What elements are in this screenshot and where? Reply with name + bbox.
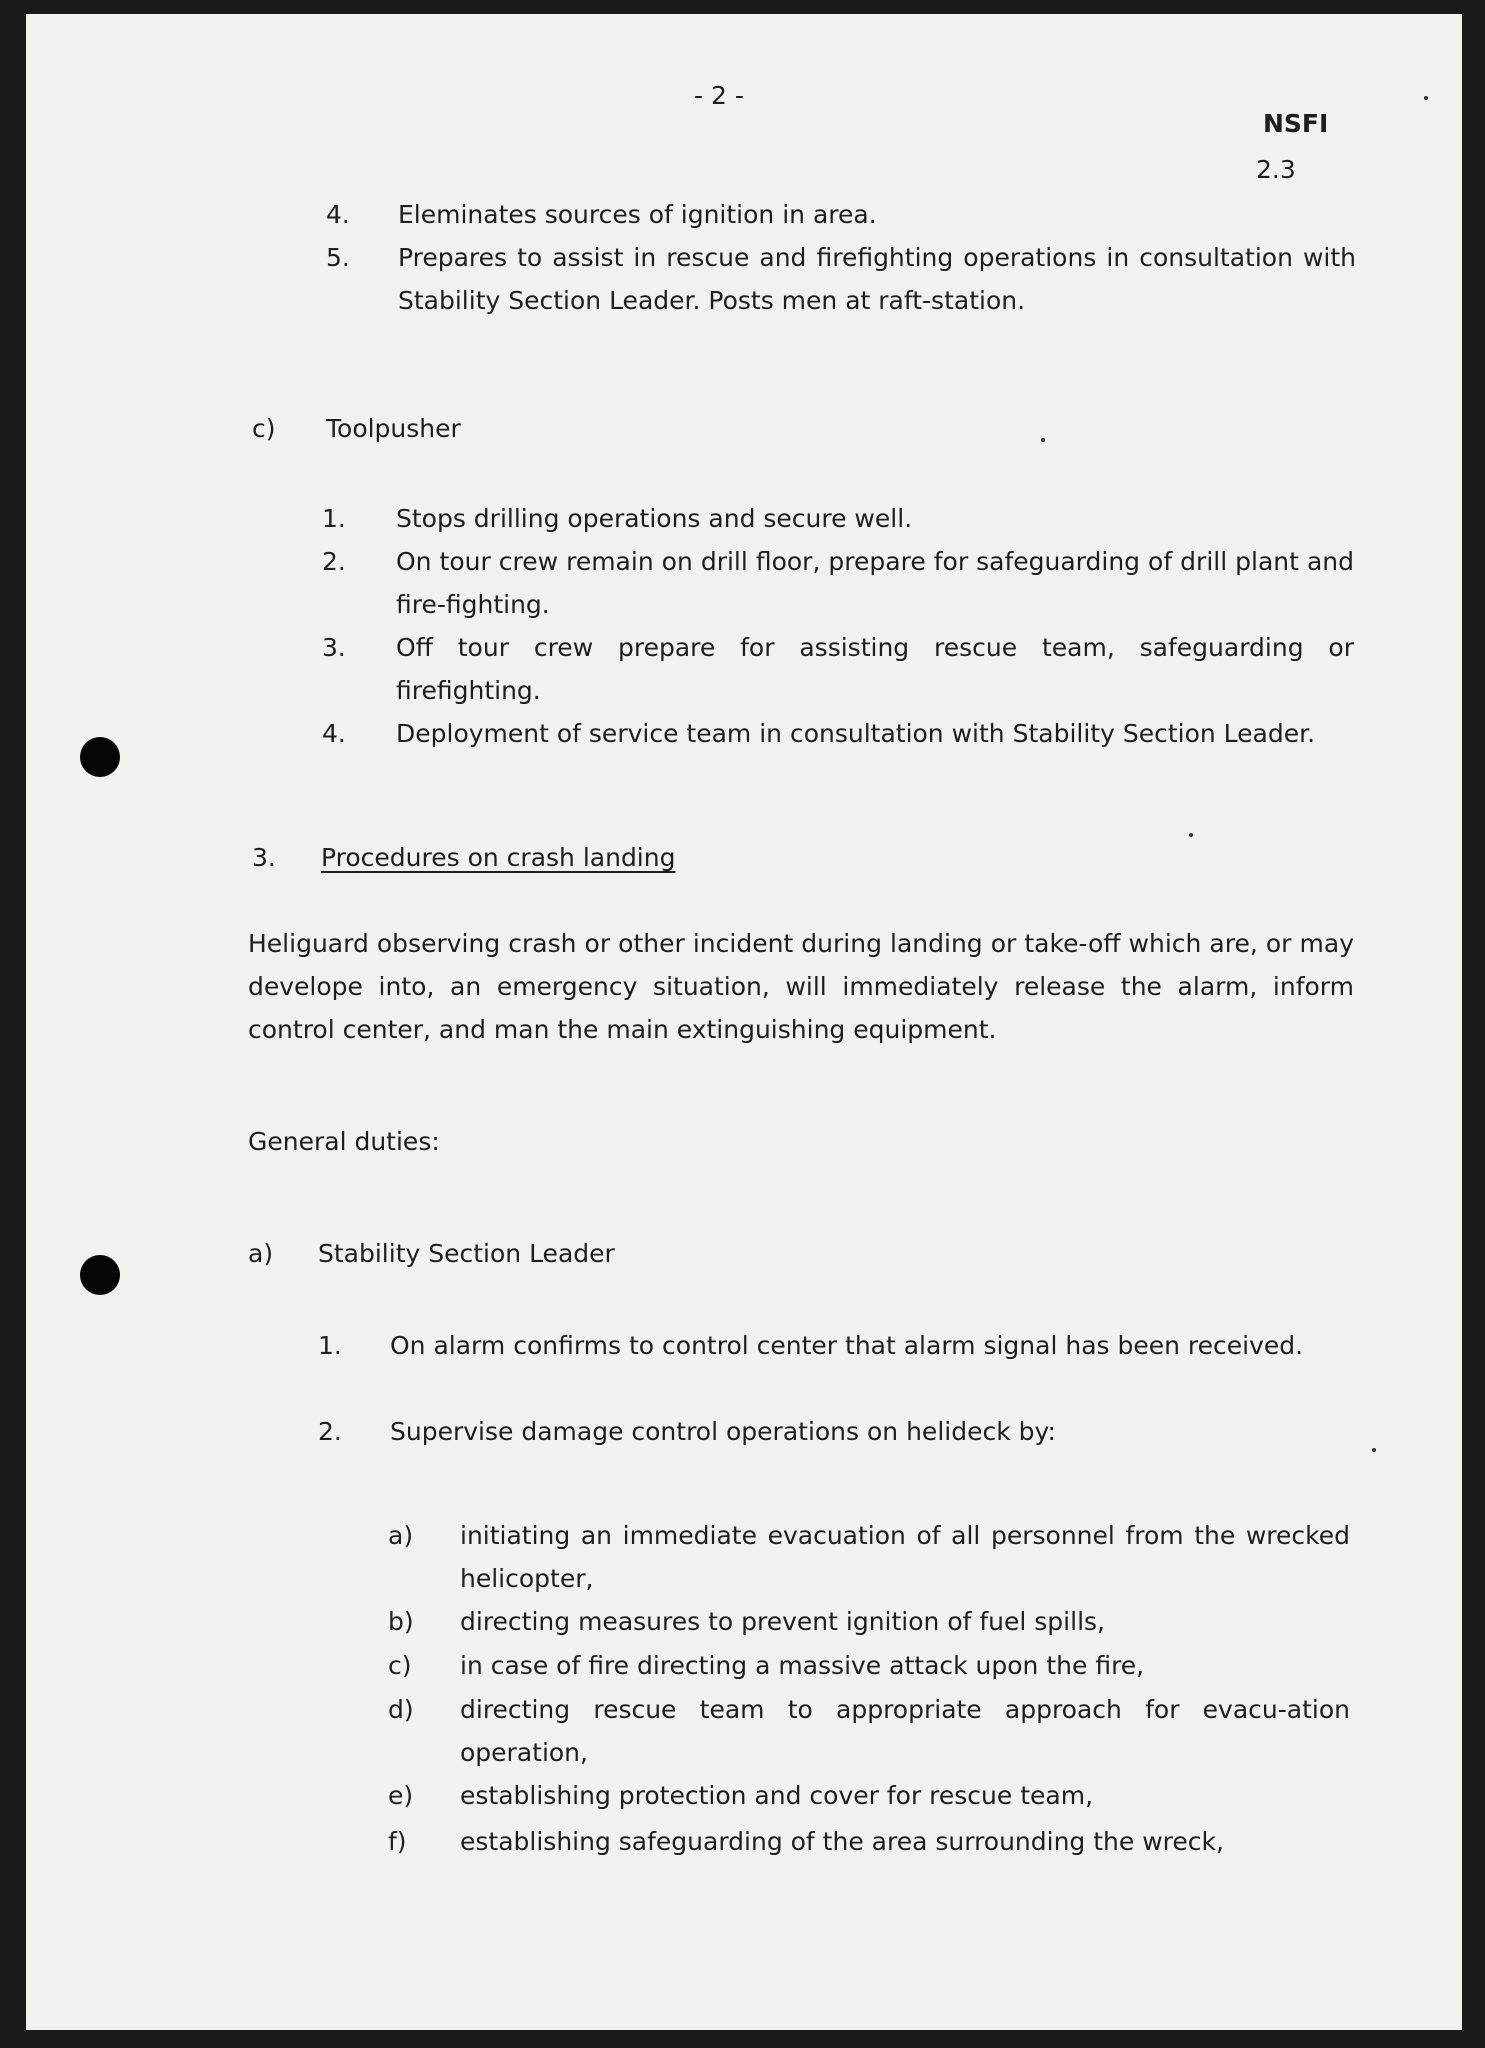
sublist-item-text: directing rescue team to appropriate approach for evacu-ation operation, — [460, 1695, 1350, 1767]
sublist-item-text: directing measures to prevent ignition of fuel spills, — [460, 1607, 1105, 1636]
list-item-text: Supervise damage control operations on helideck by: — [390, 1417, 1056, 1446]
sublist-letter: c) — [388, 1651, 412, 1680]
list-number: 4. — [326, 200, 350, 229]
document-code: NSFI — [1263, 109, 1329, 138]
list-item-text: Deployment of service team in consultation with Stability Section Leader. — [396, 719, 1316, 748]
sublist-letter: e) — [388, 1781, 414, 1810]
section-label: c) — [252, 414, 276, 443]
list-item-text: On alarm confirms to control center that alarm signal has been received. — [390, 1331, 1304, 1360]
scan-speck — [1041, 438, 1045, 442]
section-number: 2.3 — [1256, 155, 1296, 184]
list-item-text: Off tour crew prepare for assisting rescue team, safeguarding or firefighting. — [396, 633, 1354, 705]
list-number: 3. — [322, 633, 346, 662]
sublist-item-text: in case of fire directing a massive attack upon the fire, — [460, 1651, 1145, 1680]
section-title: Procedures on crash landing — [321, 843, 676, 872]
list-number: 2. — [318, 1417, 342, 1446]
page-number: - 2 - — [694, 81, 744, 110]
list-number: 5. — [326, 243, 350, 272]
section-label: a) — [248, 1239, 274, 1268]
sublist-item-text: initiating an immediate evacuation of all personnel from the wrecked helicopter, — [460, 1521, 1350, 1593]
scan-speck — [1189, 833, 1193, 837]
sublist-letter: a) — [388, 1521, 414, 1550]
document-page — [26, 14, 1462, 2030]
list-number: 2. — [322, 547, 346, 576]
sublist-item-text: establishing safeguarding of the area surrounding the wreck, — [460, 1827, 1224, 1856]
scan-speck — [1372, 1448, 1376, 1452]
list-number: 1. — [322, 504, 346, 533]
scan-speck — [1424, 96, 1428, 100]
section-number-3: 3. — [252, 843, 276, 872]
list-item-text: Eleminates sources of ignition in area. — [398, 200, 877, 229]
list-number: 1. — [318, 1331, 342, 1360]
list-item-text: Stops drilling operations and secure well. — [396, 504, 913, 533]
general-duties-heading: General duties: — [248, 1127, 440, 1156]
list-item-text: On tour crew remain on drill floor, prepare for safeguarding of drill plant and fire-fighting. — [396, 547, 1354, 619]
list-number: 4. — [322, 719, 346, 748]
sublist-letter: b) — [388, 1607, 414, 1636]
sublist-letter: d) — [388, 1695, 414, 1724]
punch-hole — [80, 1255, 120, 1295]
punch-hole — [80, 737, 120, 777]
section-heading: Stability Section Leader — [318, 1239, 615, 1268]
sublist-item-text: establishing protection and cover for rescue team, — [460, 1781, 1094, 1810]
list-item-text: Prepares to assist in rescue and firefighting operations in consultation with Stability Section Leader. Posts men at raft-station. — [398, 243, 1356, 315]
sublist-letter: f) — [388, 1827, 407, 1856]
section-paragraph: Heliguard observing crash or other incident during landing or take-off which are, or may develope into, an emergency situation, will immediately release the alarm, inform control center, and man the main extinguishing equipment. — [248, 929, 1354, 1044]
section-heading: Toolpusher — [326, 414, 461, 443]
